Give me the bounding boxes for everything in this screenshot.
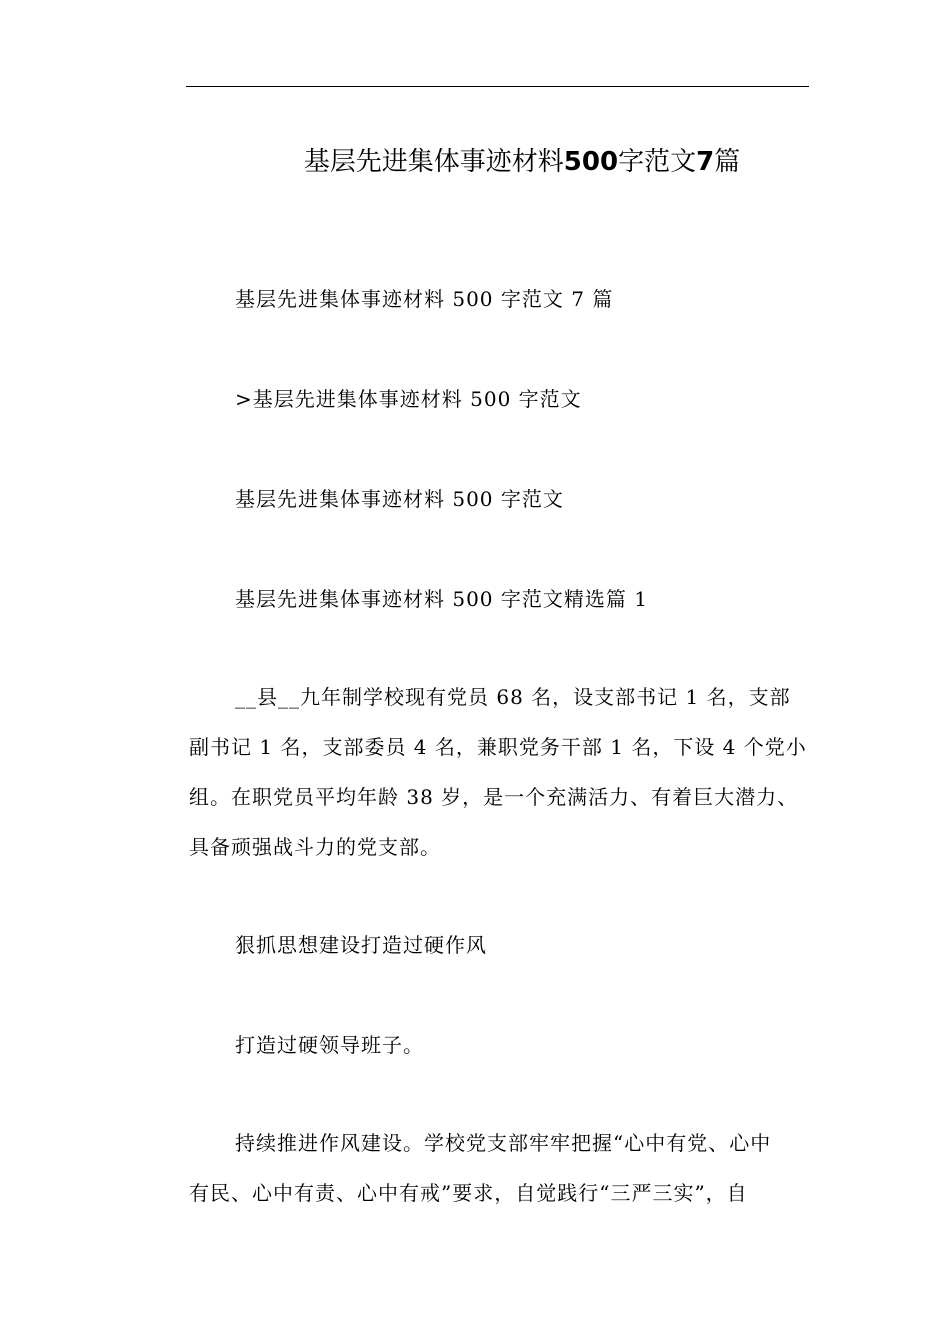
title-part-4: 7 bbox=[696, 147, 715, 177]
subheading-leadership: 打造过硬领导班子。 bbox=[235, 1033, 424, 1057]
paragraph-work-style-line-1: 持续推进作风建设。学校党支部牢牢把握“心中有党、心中 bbox=[235, 1131, 772, 1155]
paragraph-intro-line-4: 具备顽强战斗力的党支部。 bbox=[189, 835, 441, 859]
title-part-3: 字范文 bbox=[618, 147, 697, 177]
title-part-1: 基层先进集体事迹材料 bbox=[303, 147, 564, 177]
document-title bbox=[186, 144, 858, 180]
paragraph-work-style-line-2: 有民、心中有责、心中有戒”要求，自觉践行“三严三实”，自 bbox=[189, 1181, 748, 1205]
title-part-5: 篇 bbox=[714, 147, 741, 177]
line-link: >基层先进集体事迹材料 500 字范文 bbox=[235, 387, 582, 411]
paragraph-intro bbox=[189, 672, 811, 872]
line-section-title: 基层先进集体事迹材料 500 字范文精选篇 1 bbox=[235, 587, 648, 611]
title-part-2: 500 bbox=[563, 147, 619, 177]
header-rule bbox=[186, 86, 809, 87]
line-subtitle: 基层先进集体事迹材料 500 字范文 7 篇 bbox=[235, 287, 614, 311]
paragraph-work-style bbox=[189, 1118, 811, 1218]
line-heading: 基层先进集体事迹材料 500 字范文 bbox=[235, 487, 564, 511]
paragraph-intro-line-1: __县__九年制学校现有党员 68 名，设支部书记 1 名，支部 bbox=[235, 685, 791, 709]
paragraph-intro-line-3: 组。在职党员平均年龄 38 岁，是一个充满活力、有着巨大潜力、 bbox=[189, 785, 799, 809]
paragraph-intro-line-2: 副书记 1 名，支部委员 4 名，兼职党务干部 1 名，下设 4 个党小 bbox=[189, 735, 807, 759]
subheading-ideology: 狠抓思想建设打造过硬作风 bbox=[235, 933, 487, 957]
